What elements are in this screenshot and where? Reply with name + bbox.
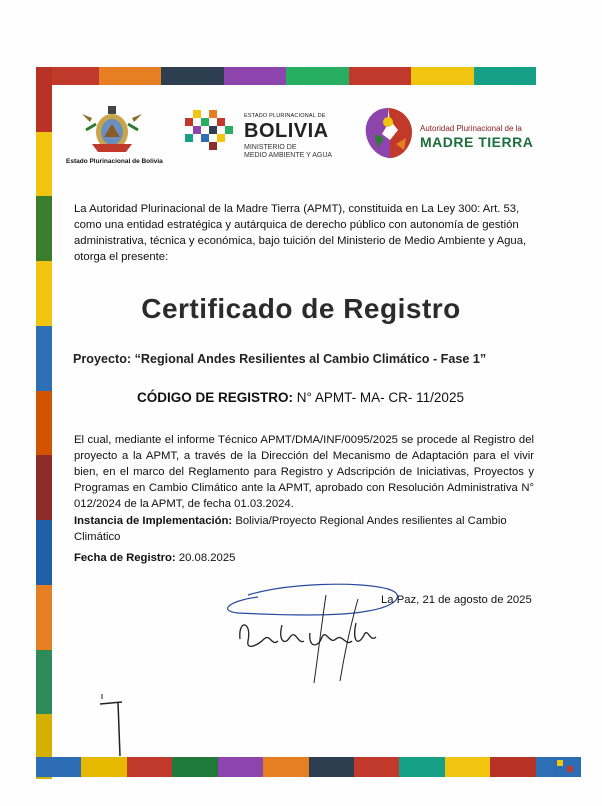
- handwritten-mark-icon: [92, 690, 142, 760]
- madre-tierra-icon: [360, 104, 416, 162]
- bolivia-pattern-icon: [185, 110, 240, 152]
- border-left-segment: [36, 196, 52, 261]
- border-top-segment: [224, 67, 287, 85]
- border-top-segment: [99, 67, 162, 85]
- border-left-segment: [36, 520, 52, 585]
- border-corner-right: [553, 740, 581, 777]
- coat-of-arms-icon: [82, 104, 142, 156]
- border-top-segment: [411, 67, 474, 85]
- registration-date-label: Fecha de Registro:: [74, 552, 176, 564]
- border-left-segment: [36, 650, 52, 715]
- border-top-segment: [349, 67, 412, 85]
- registration-code-value: N° APMT- MA- CR- 11/2025: [293, 390, 464, 405]
- border-bottom-segment: [354, 757, 399, 777]
- border-bottom-segment: [172, 757, 217, 777]
- border-left: [36, 67, 52, 779]
- apmt-name: MADRE TIERRA: [420, 134, 534, 150]
- border-bottom-segment: [309, 757, 354, 777]
- project-line: Proyecto: “Regional Andes Resilientes al Cambio Climático - Fase 1”: [73, 352, 487, 366]
- ministry-line-1: MINISTERIO DE: [244, 144, 297, 151]
- certificate-title: Certificado de Registro: [141, 293, 461, 324]
- intro-paragraph: La Autoridad Plurinacional de la Madre Tierra (APMT), constituida en La Ley 300: Art. 53, como una entidad estratégica y autárquica de derecho público con autonomía de gestión administrativa, técnica y económica, bajo tuición del Ministerio de Medio Ambiente y Agua, otorga el presente:: [74, 203, 527, 263]
- body-paragraph: El cual, mediante el informe Técnico APMT/DMA/INF/0095/2025 se procede al Registro del proyecto a la APMT, a través de la Dirección del Mecanismo de Adaptación para el vivir bien, en el marco del Reglamento para Registro y Adscripción de Iniciativas, Proyectos y Programas en Cambio Climático ante la APMT, aprobado con Resolución Administrativa N° 012/2024 de la APMT, de fecha 01.03.2024.: [74, 434, 534, 510]
- coat-label: Estado Plurinacional de Bolivia: [66, 158, 163, 165]
- border-left-segment: [36, 132, 52, 197]
- border-bottom-segment: [36, 757, 81, 777]
- border-bottom-segment: [445, 757, 490, 777]
- border-left-segment: [36, 391, 52, 456]
- border-bottom-segment: [490, 757, 535, 777]
- border-left-segment: [36, 67, 52, 132]
- border-left-segment: [36, 455, 52, 520]
- implementation-line: [74, 513, 536, 545]
- registration-date-value: 20.08.2025: [175, 552, 236, 564]
- border-bottom-segment: [127, 757, 172, 777]
- ministry-name: [244, 144, 332, 160]
- border-top: [36, 67, 536, 85]
- border-bottom: [36, 757, 581, 777]
- border-bottom-segment: [81, 757, 126, 777]
- implementation-label: Instancia de Implementación:: [74, 515, 233, 527]
- border-top-segment: [286, 67, 349, 85]
- border-top-segment: [161, 67, 224, 85]
- border-left-segment: [36, 585, 52, 650]
- implementation-value: Bolivia/Proyecto Regional Andes resilientes al Cambio Climático: [74, 515, 507, 543]
- signature-icon: [218, 575, 418, 690]
- registration-date-line: [74, 552, 235, 564]
- header-logos: [60, 100, 540, 170]
- border-bottom-segment: [218, 757, 263, 777]
- ministry-state-label: ESTADO PLURINACIONAL DE: [244, 113, 326, 119]
- ministry-line-2: MEDIO AMBIENTE Y AGUA: [244, 152, 333, 159]
- border-left-segment: [36, 326, 52, 391]
- registration-code-label: CÓDIGO DE REGISTRO:: [137, 390, 294, 405]
- border-bottom-segment: [399, 757, 444, 777]
- border-bottom-segment: [263, 757, 308, 777]
- apmt-label: Autoridad Plurinacional de la: [420, 124, 522, 133]
- ministry-country: BOLIVIA: [244, 120, 329, 142]
- registration-code: [137, 390, 557, 405]
- border-top-segment: [474, 67, 537, 85]
- place-date: La Paz, 21 de agosto de 2025: [381, 594, 532, 606]
